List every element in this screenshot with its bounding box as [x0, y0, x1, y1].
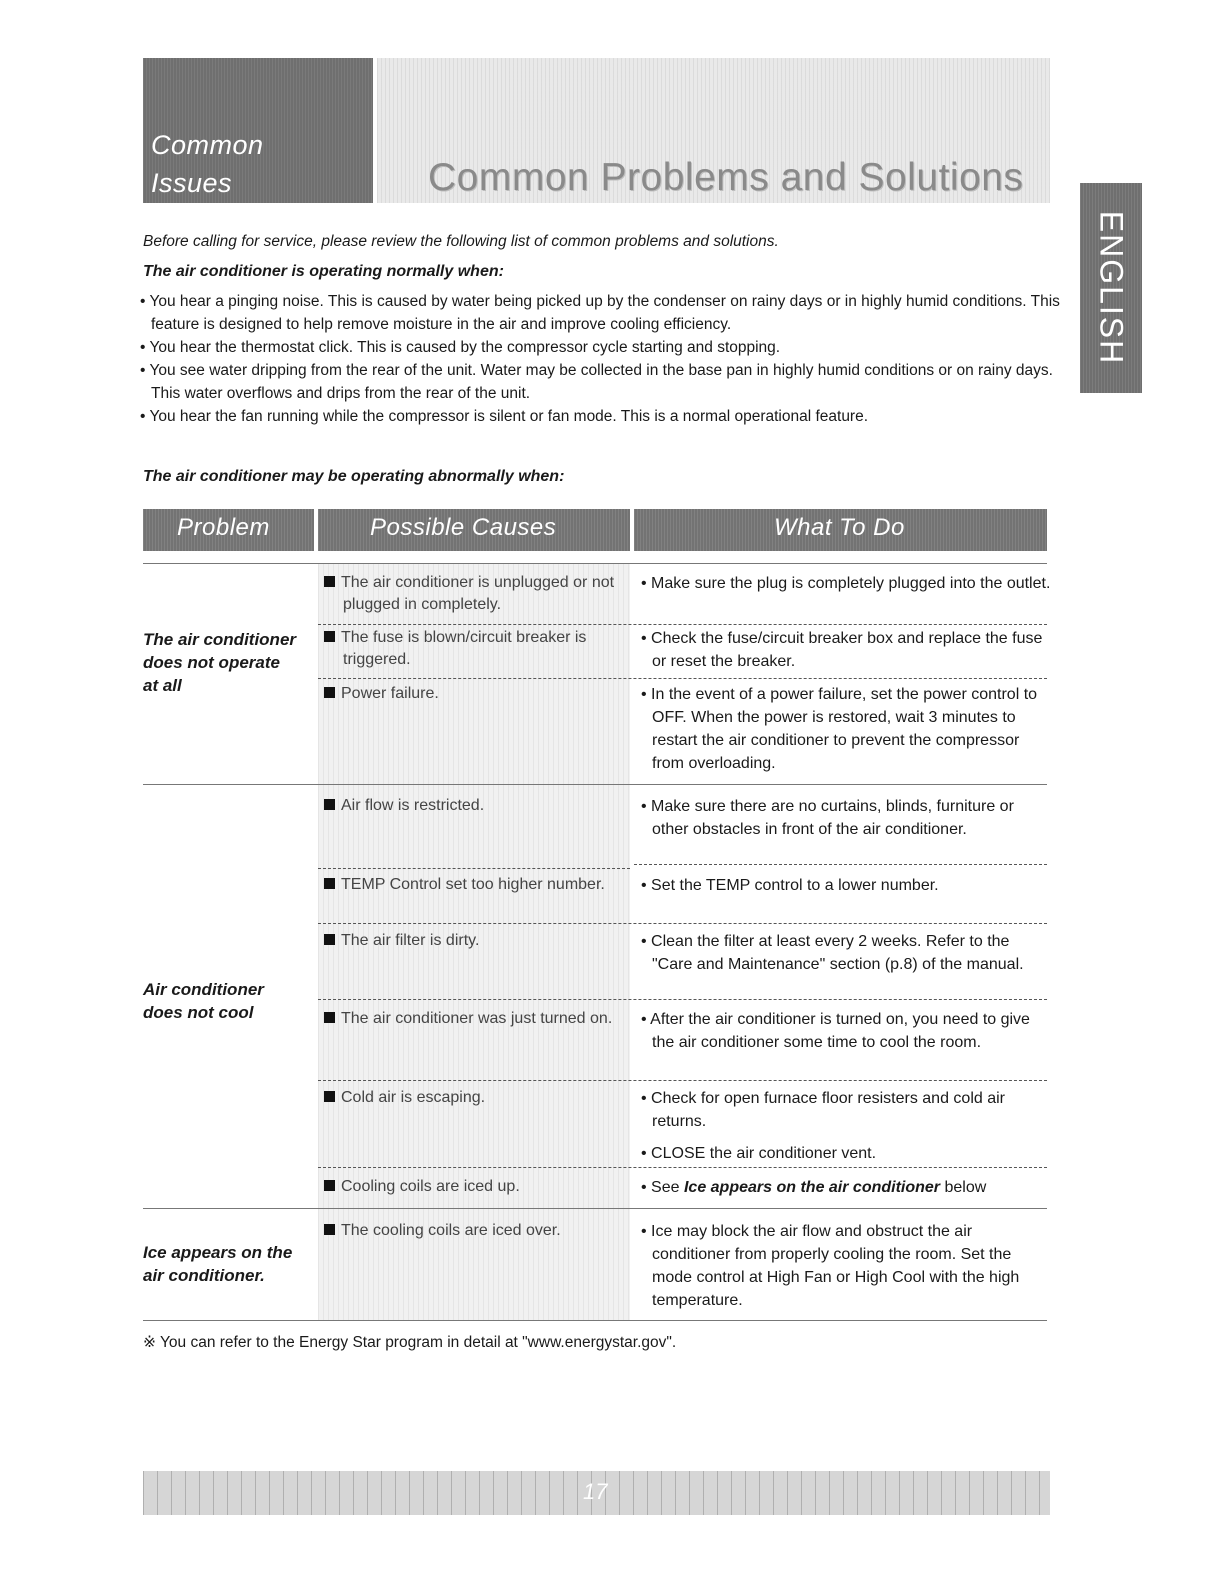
problem-label-line: at all [143, 676, 182, 695]
footer-bar [143, 1471, 1050, 1515]
normal-operation-heading: The air conditioner is operating normally when: [143, 263, 504, 280]
problem-label-line: Ice appears on the [143, 1243, 293, 1262]
problem-label-line: The air conditioner [143, 630, 297, 649]
cause-item: The air filter is dirty. [324, 930, 643, 952]
row-separator [318, 923, 1047, 924]
cause-item: Power failure. [324, 683, 643, 705]
square-bullet-icon [324, 631, 335, 642]
list-item: • You hear a pinging noise. This is caused by water being picked up by the condenser on rainy days or in highly humid conditions. This feature is designed to help remove moisture in the air and improve cooling efficiency. [140, 293, 1060, 333]
square-bullet-icon [324, 1012, 335, 1023]
problem-label [143, 1241, 292, 1287]
solution-item: • Ice may block the air flow and obstruct the air conditioner from properly cooling the room. Set the mode control at High Fan or High Cool with the high temperature. [641, 1223, 1020, 1309]
cross-reference: Ice appears on the air conditioner [683, 1179, 941, 1196]
square-bullet-icon [324, 1180, 335, 1191]
column-header-causes [318, 509, 630, 551]
problem-label-line: air conditioner. [143, 1266, 265, 1285]
abnormal-operation-heading: The air conditioner may be operating abnormally when: [143, 468, 565, 485]
row-separator [318, 1167, 1047, 1168]
row-separator [318, 868, 630, 869]
square-bullet-icon [324, 1091, 335, 1102]
solution-item: • Set the TEMP control to a lower number. [641, 877, 939, 894]
square-bullet-icon [324, 878, 335, 889]
cause-item: Cold air is escaping. [324, 1087, 643, 1109]
solution-item: • Make sure there are no curtains, blinds, furniture or other obstacles in front of the air conditioner. [641, 798, 1014, 838]
square-bullet-icon [324, 576, 335, 587]
intro-text: Before calling for service, please review the following list of common problems and solutions. [143, 233, 779, 250]
problem-label-line: Air conditioner [143, 980, 264, 999]
column-header-todo-label: What To Do [774, 514, 905, 541]
cause-item: The fuse is blown/circuit breaker is triggered. [324, 627, 643, 671]
page-title-block [377, 58, 1050, 203]
group-divider [143, 1208, 1047, 1209]
problem-label [143, 628, 296, 697]
row-separator [318, 624, 1047, 625]
cause-item: The cooling coils are iced over. [324, 1220, 643, 1242]
row-separator [318, 999, 1047, 1000]
square-bullet-icon [324, 799, 335, 810]
solution-item: • Make sure the plug is completely plugged into the outlet. [641, 575, 1051, 592]
column-header-causes-label: Possible Causes [370, 514, 557, 541]
problem-label-line: does not cool [143, 1003, 254, 1022]
column-header-problem-label: Problem [177, 514, 270, 541]
row-separator [634, 864, 1047, 865]
section-label-block [143, 58, 373, 203]
solution-item: • CLOSE the air conditioner vent. [641, 1145, 877, 1162]
solution-item: • Check the fuse/circuit breaker box and replace the fuse or reset the breaker. [641, 630, 1043, 670]
cause-item: The air conditioner is unplugged or not plugged in completely. [324, 572, 643, 616]
problem-label [143, 978, 264, 1024]
problem-label-line: does not operate [143, 653, 280, 672]
language-tab [1080, 183, 1142, 393]
cause-item: Cooling coils are iced up. [324, 1176, 643, 1198]
square-bullet-icon [324, 1224, 335, 1235]
group-divider [143, 784, 1047, 785]
row-separator [318, 678, 1047, 679]
column-header-problem [143, 509, 314, 551]
solution-item: • See Ice appears on the air conditioner below [641, 1179, 987, 1196]
page-title: Common Problems and Solutions [428, 156, 1024, 199]
cause-item: The air conditioner was just turned on. [324, 1008, 643, 1030]
column-header-todo [634, 509, 1047, 551]
page-number: 17 [583, 1479, 608, 1504]
language-tab-label: ENGLISH [1093, 210, 1130, 366]
section-label-line2: Issues [151, 168, 233, 198]
list-item: • You hear the thermostat click. This is caused by the compressor cycle starting and stopping. [140, 339, 781, 356]
normal-operation-list [140, 290, 1060, 428]
list-item: • You hear the fan running while the compressor is silent or fan mode. This is a normal operational feature. [140, 408, 869, 425]
solution-item: • Check for open furnace floor resisters and cold air returns. [641, 1090, 1005, 1130]
section-label-line1: Common [151, 130, 264, 160]
cause-item: Air flow is restricted. [324, 795, 643, 817]
list-item: • You see water dripping from the rear of the unit. Water may be collected in the base pan in highly humid conditions or on rainy days. This water overflows and drips from the rear of the unit. [140, 362, 1053, 402]
square-bullet-icon [324, 934, 335, 945]
row-separator [318, 1080, 1047, 1081]
square-bullet-icon [324, 687, 335, 698]
solution-item: • After the air conditioner is turned on, you need to give the air conditioner some time to cool the room. [641, 1011, 1030, 1051]
solution-item: • Clean the filter at least every 2 weeks. Refer to the "Care and Maintenance" section (p.8) of the manual. [641, 933, 1024, 973]
table-top-rule [143, 563, 1047, 564]
footnote: ※ You can refer to the Energy Star program in detail at "www.energystar.gov". [143, 1334, 677, 1351]
cause-item: TEMP Control set too higher number. [324, 874, 643, 896]
table-bottom-rule [143, 1320, 1047, 1321]
solution-item: • In the event of a power failure, set the power control to OFF. When the power is restored, wait 3 minutes to restart the air conditioner to prevent the compressor from overloading. [641, 686, 1038, 772]
